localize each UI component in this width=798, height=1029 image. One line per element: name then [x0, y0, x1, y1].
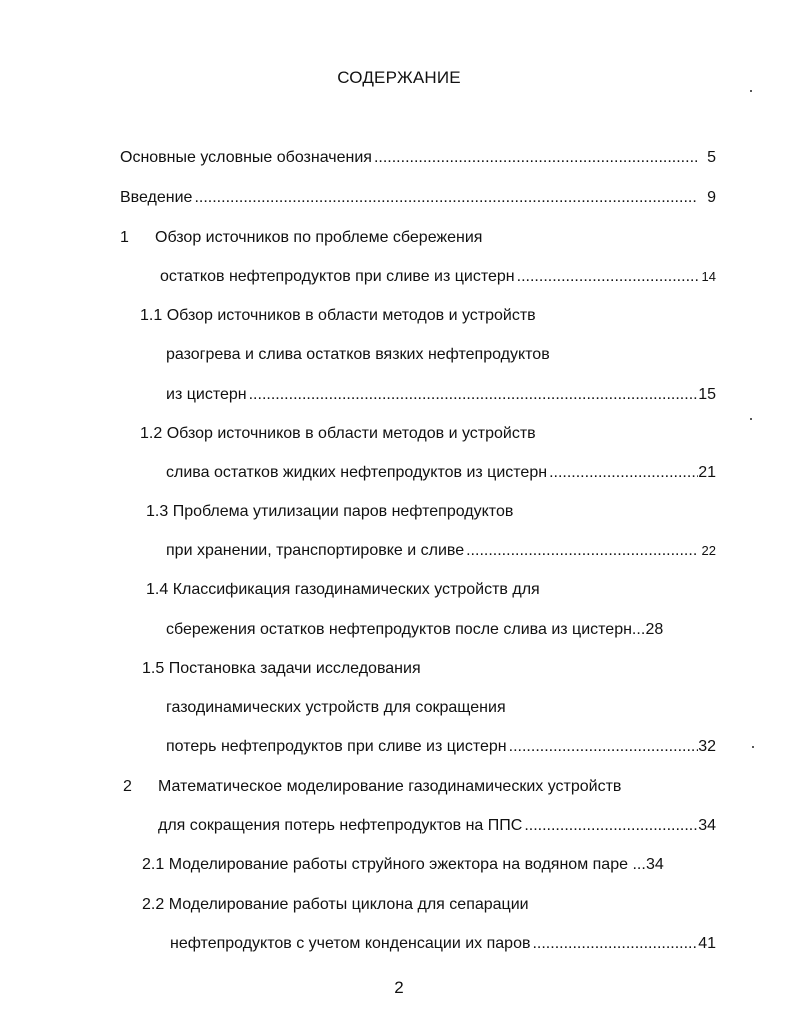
chapter-number: 1 [120, 229, 129, 246]
toc-entry-text: Основные условные обозначения [120, 149, 372, 166]
scan-speck [750, 418, 752, 420]
dot-leader [247, 385, 698, 405]
scan-speck [750, 90, 752, 92]
toc-entry-notation[interactable] [120, 148, 716, 168]
scan-speck [752, 746, 754, 748]
toc-entry-1-3[interactable] [166, 541, 716, 561]
page-number: 2 [394, 978, 404, 997]
toc-entry-chapter-1[interactable] [160, 267, 716, 287]
chapter-number: 2 [123, 778, 132, 795]
dot-leader [464, 541, 698, 561]
toc-page-number: 9 [707, 189, 716, 206]
toc-entry-1-4[interactable] [166, 620, 716, 640]
toc-entry-line[interactable]: 1.3 Проблема утилизации паров нефтепродуктов [146, 503, 514, 520]
toc-entry-line[interactable]: 1.5 Постановка задачи исследования [142, 660, 421, 677]
toc-entry-1-1[interactable] [166, 385, 716, 405]
toc-page-number: 34 [698, 817, 716, 834]
toc-entry-text: из цистерн [166, 386, 247, 403]
toc-page-number: 32 [698, 738, 716, 755]
dot-leader [547, 463, 698, 483]
toc-entry-text: слива остатков жидких нефтепродуктов из цистерн [166, 464, 548, 481]
toc-page-number: 41 [698, 935, 716, 952]
toc-page-number: 5 [707, 149, 716, 166]
toc-entry-1-2[interactable] [166, 463, 716, 483]
toc-entry-line[interactable]: Математическое моделирование газодинамических устройств [158, 778, 622, 795]
toc-page-number: 14 [701, 269, 716, 284]
page-title: СОДЕРЖАНИЕ [337, 68, 461, 87]
toc-page-number: 28 [645, 621, 664, 638]
toc-entry-1-5[interactable] [166, 737, 716, 757]
toc-page-number: 21 [698, 464, 716, 481]
dot-leader [522, 816, 698, 836]
dot-leader [530, 934, 698, 954]
toc-entry-line[interactable]: 1.1 Обзор источников в области методов и устройств [140, 307, 536, 324]
toc-entry-line[interactable]: разогрева и слива остатков вязких нефтепродуктов [166, 346, 550, 363]
toc-page-number: 34 [645, 856, 664, 873]
toc-page-number: 22 [701, 543, 716, 558]
dot-leader [507, 737, 698, 757]
dot-leader [515, 267, 698, 287]
toc-entry-text: при хранении, транспортировке и сливе [166, 542, 465, 559]
toc-entry-line[interactable]: 1.2 Обзор источников в области методов и устройств [140, 425, 536, 442]
toc-entry-line[interactable]: газодинамических устройств для сокращения [166, 699, 506, 716]
toc-entry-text: для сокращения потерь нефтепродуктов на ППС [158, 817, 523, 834]
toc-entry-text: нефтепродуктов с учетом конденсации их паров [170, 935, 531, 952]
dot-leader [372, 148, 698, 168]
dot-leader [192, 188, 698, 208]
toc-entry-2-2[interactable] [170, 934, 716, 954]
toc-entry-text: сбережения остатков нефтепродуктов после слива из цистерн... [166, 621, 646, 638]
toc-entry-line[interactable]: 2.2 Моделирование работы циклона для сепарации [142, 896, 529, 913]
toc-entry-text: потерь нефтепродуктов при сливе из цистерн [166, 738, 507, 755]
toc-entry-text: Введение [120, 189, 193, 206]
toc-entry-text: 2.1 Моделирование работы струйного эжектора на водяном паре ... [142, 856, 646, 873]
toc-entry-2-1[interactable] [142, 855, 716, 875]
toc-entry-introduction[interactable] [120, 188, 716, 208]
toc-entry-line[interactable]: 1.4 Классификация газодинамических устройств для [146, 581, 540, 598]
toc-entry-chapter-2[interactable] [158, 816, 716, 836]
toc-entry-text: остатков нефтепродуктов при сливе из цистерн [160, 268, 515, 285]
toc-page-number: 15 [698, 386, 716, 403]
toc-entry-line[interactable]: Обзор источников по проблеме сбережения [155, 229, 483, 246]
